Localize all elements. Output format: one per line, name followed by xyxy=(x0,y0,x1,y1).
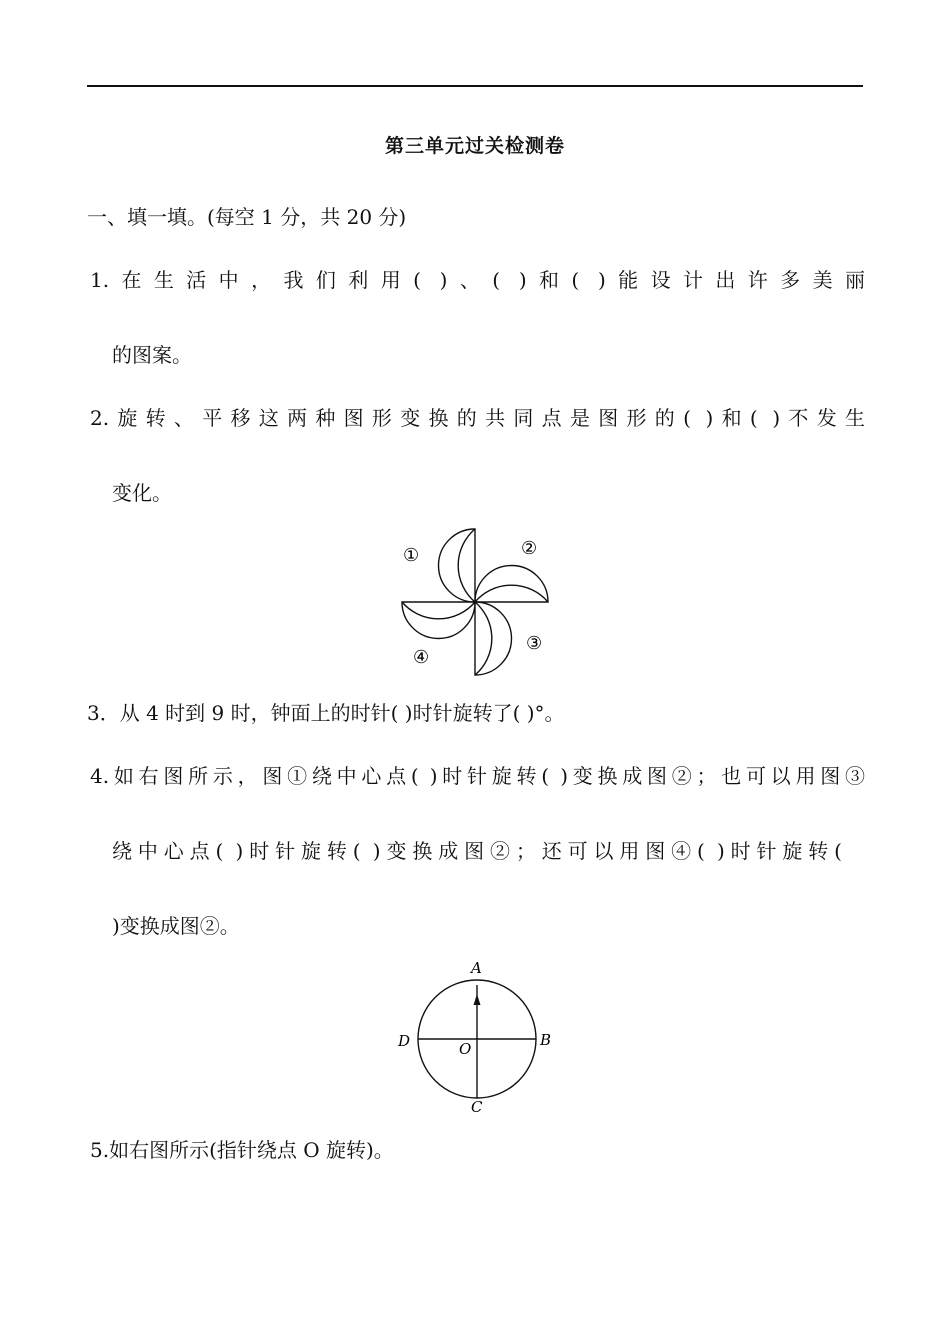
pinwheel-piece-3-inner xyxy=(475,602,492,675)
pinwheel-label-1: ① xyxy=(403,545,420,566)
pinwheel-piece-2-inner xyxy=(475,585,548,602)
circle-figure xyxy=(390,955,565,1120)
pinwheel-figure xyxy=(380,515,570,685)
question-1-line2: 的图案。 xyxy=(112,343,192,367)
question-2-line1: 2.旋转、平移这两种图形变换的共同点是图形的( )和( )不发生 xyxy=(90,406,865,430)
pinwheel-label-3: ③ xyxy=(526,633,543,654)
pinwheel-piece-1-inner xyxy=(458,529,475,602)
pinwheel-piece-4 xyxy=(402,602,475,639)
label-d: D xyxy=(398,1032,411,1050)
label-o: O xyxy=(459,1040,472,1058)
question-5: 5.如右图所示(指针绕点 O 旋转)。 xyxy=(90,1138,394,1162)
pointer-arrowhead xyxy=(474,994,481,1005)
question-4-line3: )变换成图②。 xyxy=(112,914,240,938)
page-title: 第三单元过关检测卷 xyxy=(384,135,565,157)
top-rule xyxy=(87,85,863,87)
label-b: B xyxy=(540,1031,552,1049)
question-4-line2: 绕中心点( )时针旋转( )变换成图②；还可以用图④( )时针旋转( xyxy=(112,839,842,863)
pinwheel-label-4: ④ xyxy=(413,647,430,668)
question-2-line2: 变化。 xyxy=(112,481,172,505)
question-3: 3．从 4 时到 9 时，钟面上的时针( )时针旋转了( )°。 xyxy=(87,701,565,725)
label-a: A xyxy=(471,959,482,977)
pinwheel-piece-4-inner xyxy=(402,602,475,619)
label-c: C xyxy=(471,1098,483,1116)
pinwheel-label-2: ② xyxy=(521,538,538,559)
section-heading: 一、填一填。(每空 1 分，共 20 分) xyxy=(87,205,407,229)
question-1-line1: 1.在生活中，我们利用( )、( )和( )能设计出许多美丽 xyxy=(90,268,865,292)
pinwheel-piece-2 xyxy=(475,566,548,603)
pinwheel-piece-1 xyxy=(439,529,476,602)
pinwheel-piece-3 xyxy=(475,602,512,675)
question-4-line1: 4.如右图所示，图①绕中心点( )时针旋转( )变换成图②；也可以用图③ xyxy=(90,764,865,788)
